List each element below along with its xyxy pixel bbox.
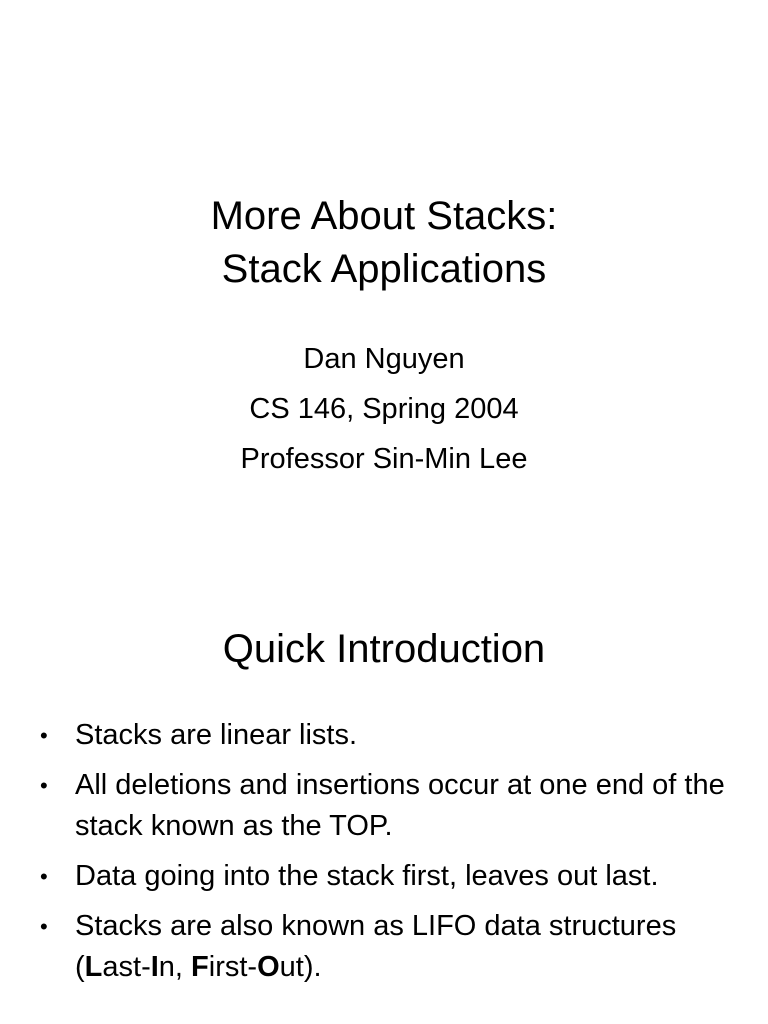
title-line-2: Stack Applications (221, 247, 547, 291)
slide-title-heading (0, 190, 768, 296)
author-info (0, 334, 768, 484)
bullet-text: All deletions and insertions occur at one end of the stack known as the TOP. (75, 769, 725, 842)
text-ut: ut). (279, 951, 322, 983)
bullet-icon: • (40, 773, 48, 798)
bullet-list (40, 715, 740, 997)
author-name: Dan Nguyen (303, 343, 465, 375)
text-ast: ast- (102, 951, 151, 983)
bullet-text-prefix: Stacks are also known as LIFO data structures ( (75, 910, 677, 983)
bullet-item-3 (40, 856, 740, 897)
course-info: CS 146, Spring 2004 (249, 393, 519, 425)
bullet-icon: • (40, 864, 48, 889)
text-n: n, (158, 951, 192, 983)
text-irst: irst- (208, 951, 258, 983)
professor-info: Professor Sin-Min Lee (240, 443, 528, 475)
intro-heading: Quick Introduction (222, 627, 546, 671)
bold-letter-l: L (84, 951, 103, 983)
title-line-1: More About Stacks: (210, 194, 558, 238)
bold-letter-o: O (257, 951, 280, 983)
bullet-icon: • (40, 914, 48, 939)
bullet-text: Data going into the stack first, leaves out last. (75, 860, 659, 892)
bullet-text (75, 910, 676, 983)
bullet-icon: • (40, 723, 48, 748)
bullet-item-2 (40, 765, 740, 847)
bullet-item-4 (40, 906, 740, 988)
bold-letter-f: F (191, 951, 209, 983)
slide-quick-introduction (0, 512, 768, 1024)
bold-letter-i: I (150, 951, 159, 983)
bullet-item-1 (40, 715, 740, 756)
bullet-text: Stacks are linear lists. (75, 719, 358, 751)
